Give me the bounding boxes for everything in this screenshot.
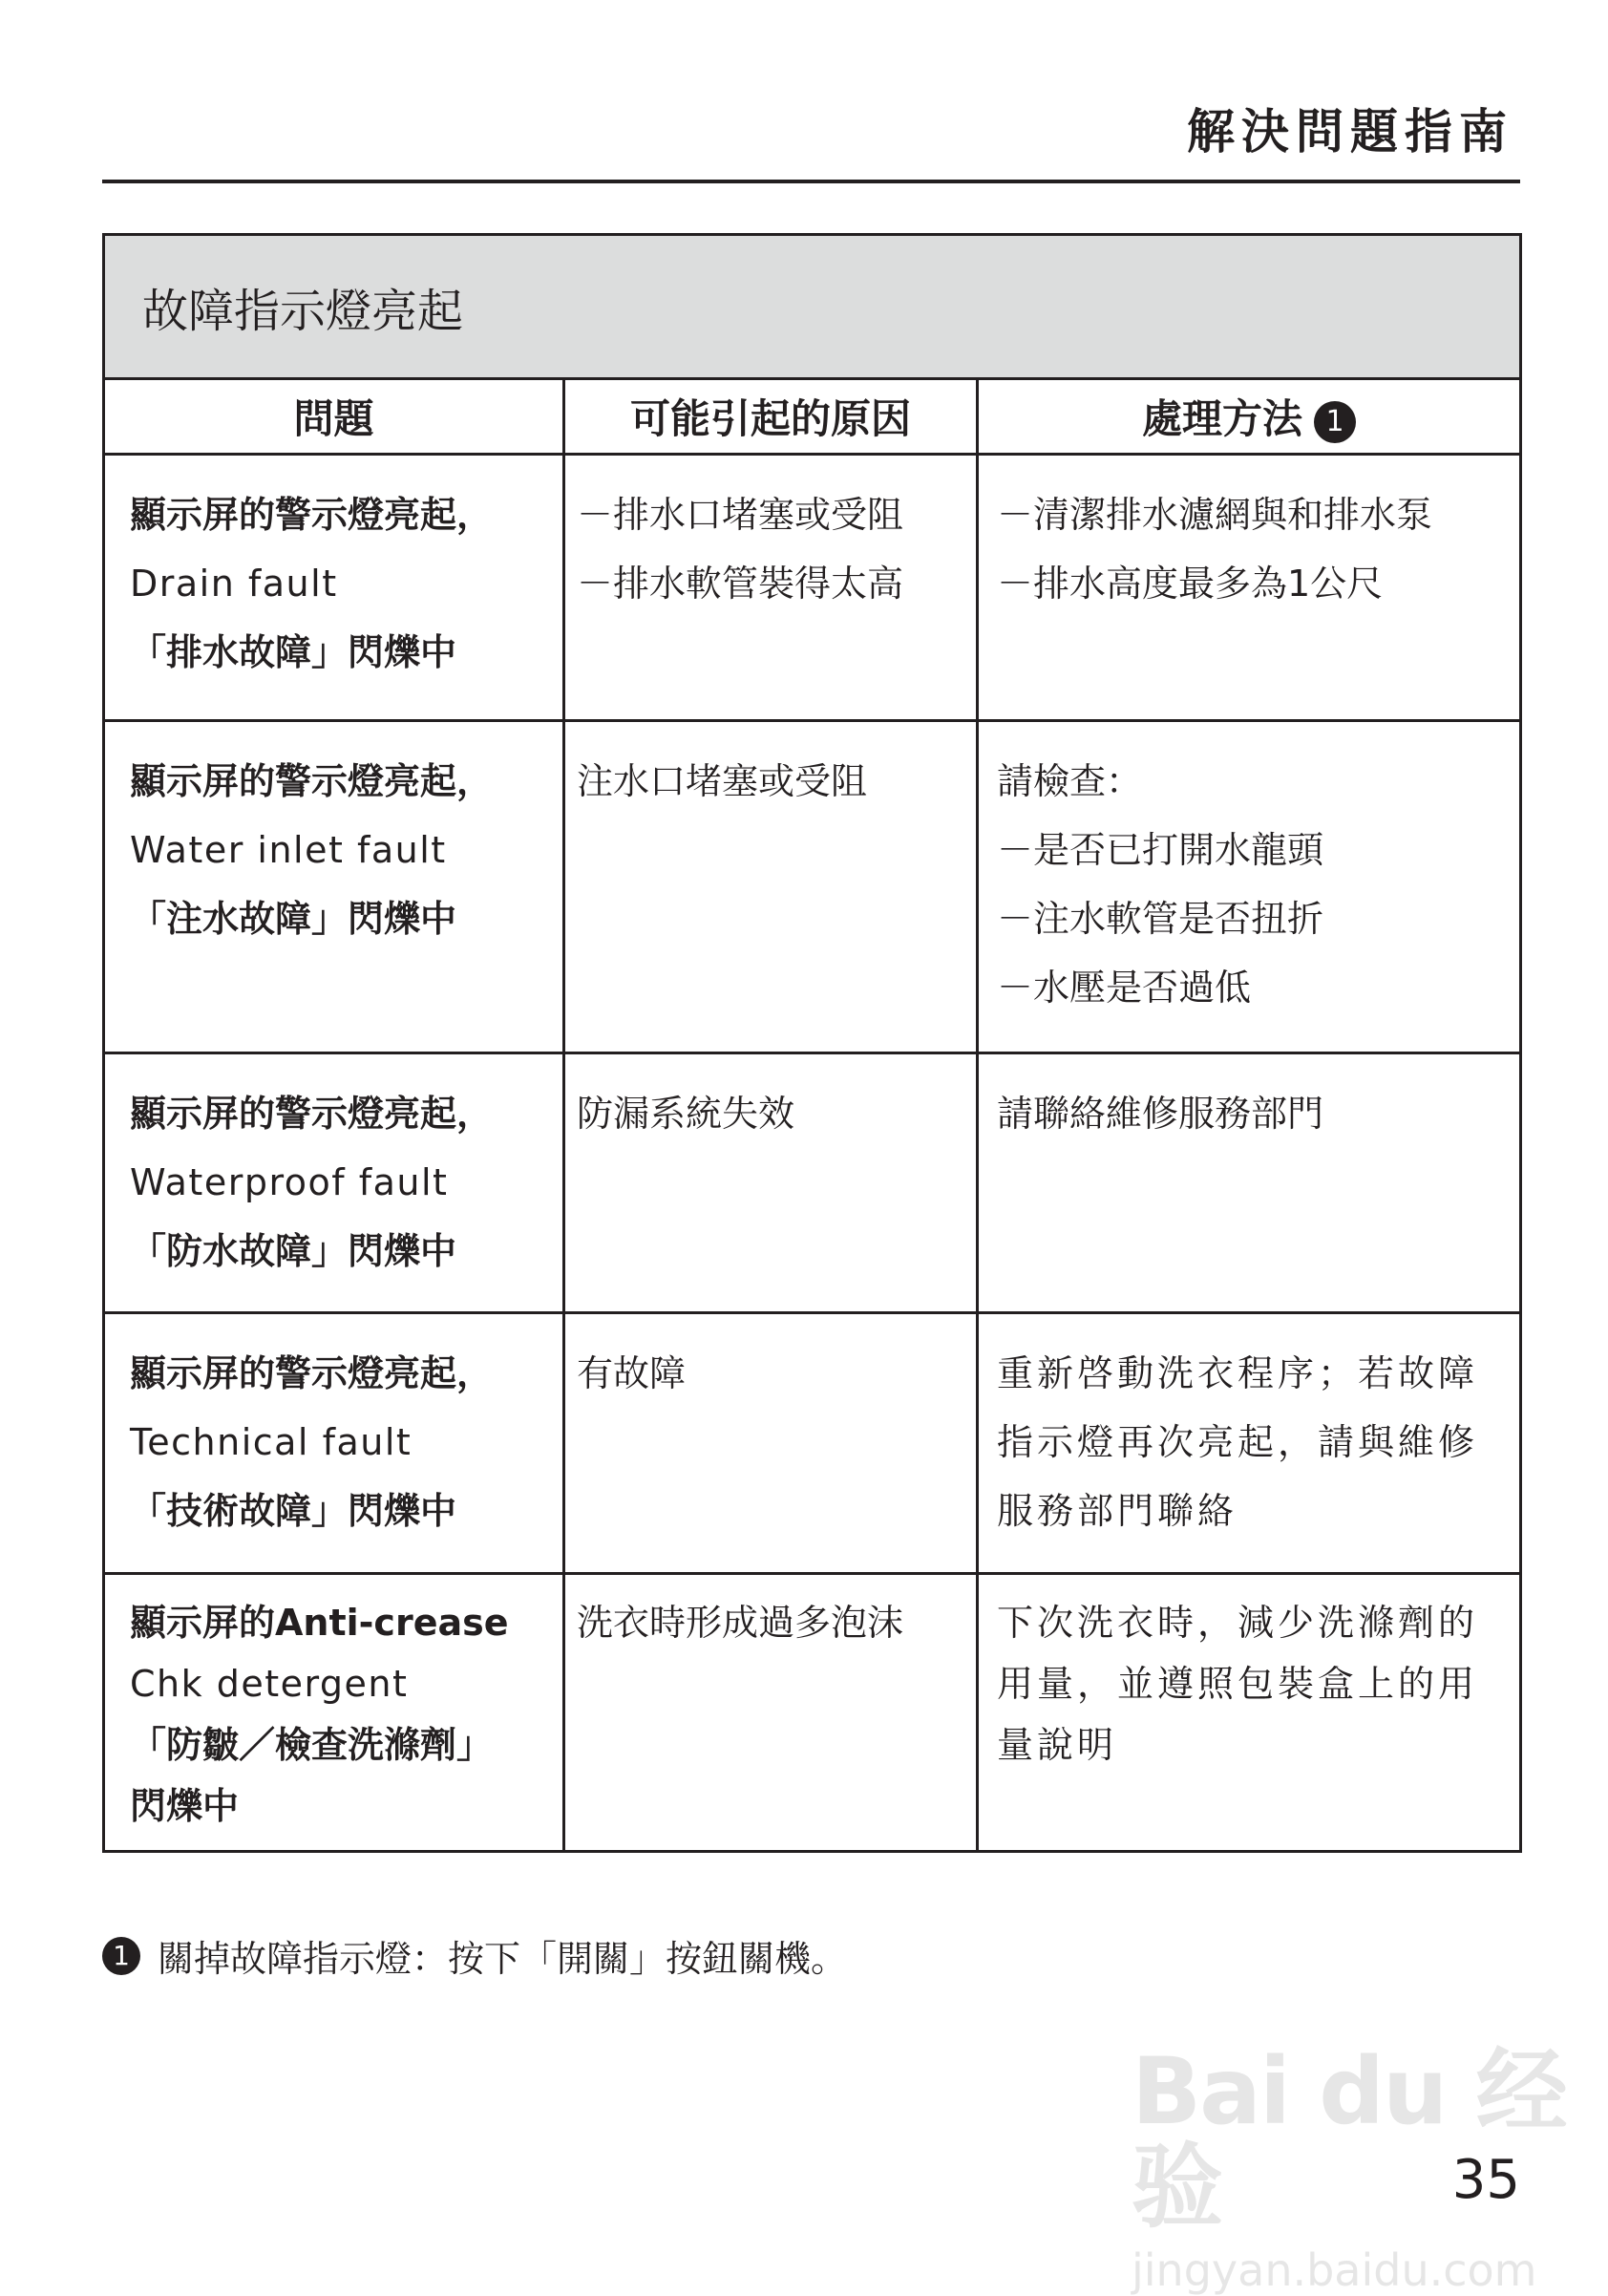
- fix-line: －排水高度最多為1公尺: [997, 563, 1384, 605]
- fix-cell: [978, 1313, 1521, 1574]
- fix-line: －水壓是否過低: [997, 967, 1252, 1009]
- cause-line: 注水口堵塞或受阻: [577, 760, 868, 802]
- problem-line: 「排水故障」閃爍中: [130, 631, 457, 673]
- table-row: [104, 1574, 1521, 1852]
- cause-cell: [564, 1053, 978, 1313]
- fix-line: －清潔排水濾網與和排水泵: [997, 494, 1433, 536]
- problem-line: 顯示屏的警示燈亮起，: [130, 1352, 494, 1394]
- table-header-row: [104, 379, 1521, 455]
- fix-cell: [978, 1053, 1521, 1313]
- fix-line: 請檢查：: [997, 760, 1143, 802]
- baidu-watermark: [1132, 2038, 1608, 2296]
- footnote-text: 關掉故障指示燈：按下「開關」按鈕關機。: [158, 1938, 848, 1980]
- problem-line: 「防皺／檢查洗滌劑」: [130, 1724, 494, 1766]
- watermark-url: jingyan.baidu.com: [1132, 2244, 1537, 2296]
- problem-line: 「技術故障」閃爍中: [130, 1490, 457, 1532]
- table-row: [104, 721, 1521, 1053]
- column-header-cause-label: 可能引起的原因: [629, 395, 911, 442]
- fix-cell: [978, 1574, 1521, 1852]
- footnote: [102, 1929, 847, 1982]
- table-row: [104, 455, 1521, 721]
- fix-line: 用量，並遵照包裝盒上的用: [997, 1663, 1479, 1705]
- cause-cell: [564, 721, 978, 1053]
- problem-line: 「注水故障」閃爍中: [130, 898, 457, 940]
- column-header-cause: [564, 379, 978, 455]
- fix-line: 量說明: [997, 1724, 1118, 1766]
- fix-line: 重新啓動洗衣程序；若故障: [997, 1352, 1479, 1394]
- problem-cell: [104, 455, 564, 721]
- problem-cell: [104, 1574, 564, 1852]
- cause-line: －排水軟管裝得太高: [577, 563, 904, 605]
- column-header-fix: [978, 379, 1521, 455]
- cause-cell: [564, 1574, 978, 1852]
- problem-line: Technical fault: [130, 1421, 413, 1463]
- fix-line: 指示燈再次亮起，請與維修: [997, 1421, 1479, 1463]
- table-title-row: [104, 235, 1521, 379]
- footnote-marker-icon: 1: [1314, 401, 1356, 443]
- problem-line: 閃爍中: [130, 1785, 240, 1827]
- cause-cell: [564, 1313, 978, 1574]
- page-number: 35: [1451, 2149, 1520, 2211]
- problem-cell: [104, 1053, 564, 1313]
- page-header-title: 解決問題指南: [1187, 104, 1513, 159]
- cause-line: 洗衣時形成過多泡沫: [577, 1602, 904, 1644]
- fix-cell: [978, 455, 1521, 721]
- header-rule: [102, 180, 1520, 183]
- problem-line: 顯示屏的警示燈亮起，: [130, 494, 494, 536]
- problem-line: Drain fault: [130, 563, 338, 605]
- cause-line: 防漏系統失效: [577, 1093, 795, 1135]
- column-header-problem: [104, 379, 564, 455]
- table-row: [104, 1053, 1521, 1313]
- fix-line: 請聯絡維修服務部門: [997, 1093, 1324, 1135]
- fix-line: －注水軟管是否扭折: [997, 898, 1324, 940]
- problem-line: Waterproof fault: [130, 1161, 449, 1203]
- column-header-fix-label: 處理方法: [1142, 395, 1303, 442]
- table-title: 故障指示燈亮起: [104, 235, 1521, 379]
- problem-cell: [104, 721, 564, 1053]
- problem-line: 顯示屏的警示燈亮起，: [130, 1093, 494, 1135]
- column-header-problem-label: 問題: [293, 395, 374, 442]
- table-row: [104, 1313, 1521, 1574]
- fix-line: －是否已打開水龍頭: [997, 829, 1324, 871]
- footnote-number-icon: 1: [102, 1937, 140, 1975]
- problem-line: 「防水故障」閃爍中: [130, 1230, 457, 1272]
- fix-cell: [978, 721, 1521, 1053]
- watermark-logo: Bai du 经验: [1132, 2038, 1566, 2241]
- cause-line: －排水口堵塞或受阻: [577, 494, 904, 536]
- problem-line: Chk detergent: [130, 1663, 409, 1705]
- cause-cell: [564, 455, 978, 721]
- problem-cell: [104, 1313, 564, 1574]
- fix-line: 服務部門聯絡: [997, 1490, 1238, 1532]
- problem-line: 顯示屏的Anti-crease: [130, 1602, 509, 1644]
- problem-line: 顯示屏的警示燈亮起，: [130, 760, 494, 802]
- fix-line: 下次洗衣時，減少洗滌劑的: [997, 1602, 1479, 1644]
- fault-indicator-table: [102, 233, 1522, 1853]
- cause-line: 有故障: [577, 1352, 687, 1394]
- problem-line: Water inlet fault: [130, 829, 447, 871]
